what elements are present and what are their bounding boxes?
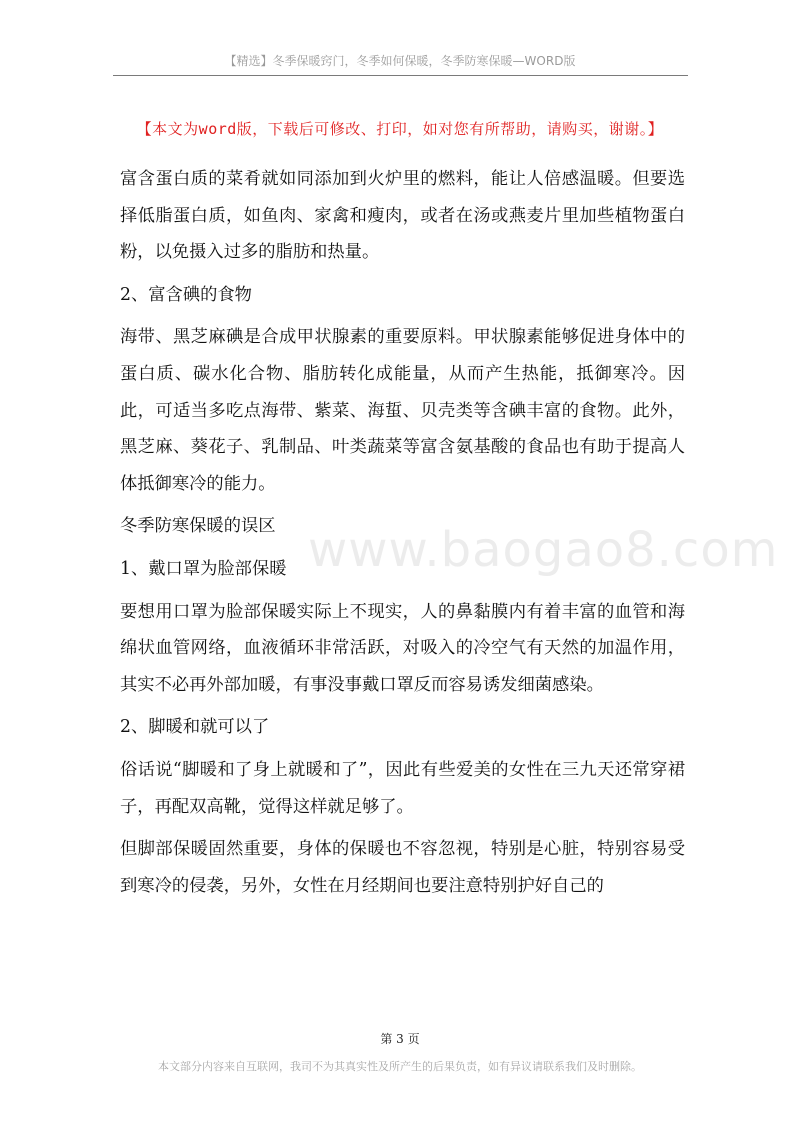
page-footer: 本文部分内容来自互联网，我司不为其真实性及所产生的后果负责，如有异议请联系我们及时删除。 [158,1060,642,1073]
header-divider [113,75,688,76]
paragraph-mask: 要想用口罩为脸部保暖实际上不现实，人的鼻黏膜内有着丰富的血管和海绵状血管网络，血液循环非常活跃，对吸入的冷空气有天然的加温作用，其实不必再外部加暖，有事没事戴口罩反而容易诱发细菌感染。 [120,601,685,695]
watermark: www.baogao8.com [308,522,779,578]
heading-iodine-food: 2、富含碘的食物 [120,284,252,305]
purchase-notice: 【本文为word版，下载后可修改、打印，如对您有所帮助，请购买，谢谢。】 [136,120,664,138]
paragraph-protein: 富含蛋白质的菜肴就如同添加到火炉里的燃料，能让人倍感温暖。但要选择低脂蛋白质，如鱼肉、家禽和瘦肉，或者在汤或燕麦片里加些植物蛋白粉，以免摄入过多的脂肪和热量。 [120,169,685,263]
paragraph-feet-body: 但脚部保暖固然重要，身体的保暖也不容忽视，特别是心脏，特别容易受到寒冷的侵袭，另外，女性在月经期间也要注意特别护好自己的 [120,839,685,896]
document-body [120,161,685,904]
heading-misconceptions: 冬季防寒保暖的误区 [120,516,276,537]
page-header: 【精选】冬季保暖窍门，冬季如何保暖，冬季防寒保暖—WORD版 [224,54,576,68]
heading-mask: 1、戴口罩为脸部保暖 [120,558,287,579]
paragraph-iodine: 海带、黑芝麻碘是合成甲状腺素的重要原料。甲状腺素能够促进身体中的蛋白质、碳水化合物、脂肪转化成能量，从而产生热能，抵御寒冷。因此，可适当多吃点海带、紫菜、海蜇、贝壳类等含碘丰富的食物。此外，黑芝麻、葵花子、乳制品、叶类蔬菜等富含氨基酸的食品也有助于提高人体抵御寒冷的能力。 [120,327,685,494]
page-number: 第 3 页 [380,1032,420,1046]
heading-feet: 2、脚暖和就可以了 [120,717,270,738]
paragraph-feet-saying: 俗话说“脚暖和了身上就暖和了”，因此有些爱美的女性在三九天还常穿裙子，再配双高靴，觉得这样就足够了。 [120,759,685,817]
